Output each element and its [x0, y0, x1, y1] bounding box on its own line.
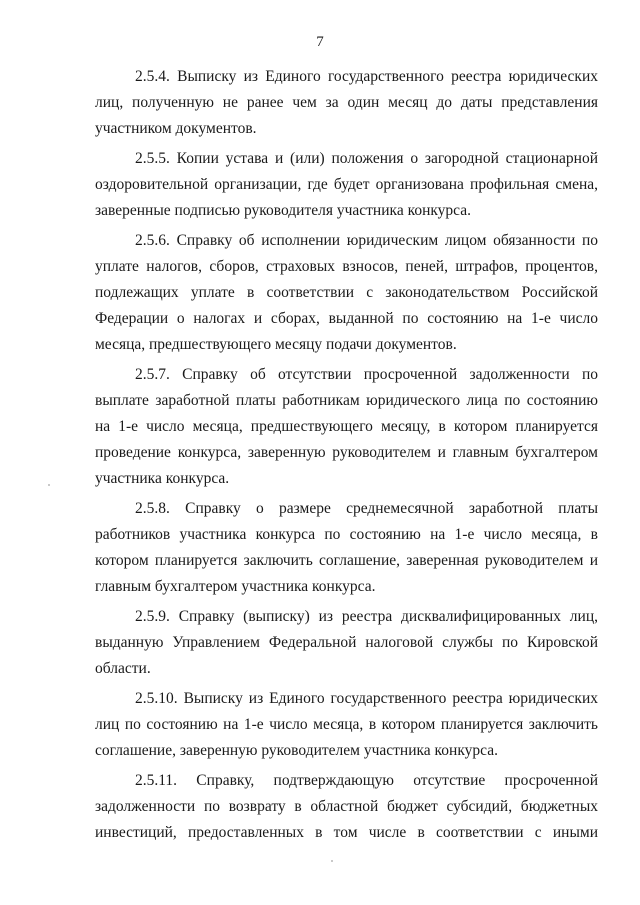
- paragraph-2-5-11: 2.5.11. Справку, подтверждающую отсутствие просроченной задолженности по возврату в областной бюджет субсидий, бюджетных инвестиций, предоставленных в том числе в соответствии с иными: [95, 772, 598, 841]
- scan-speck: [331, 860, 333, 862]
- paragraph-2-5-6: 2.5.6. Справку об исполнении юридическим лицом обязанности по уплате налогов, сборов, страховых взносов, пеней, штрафов, процентов, подлежащих уплате в соответствии с законодательством Российской Федерации о налогах и сборах, выданной по состоянию на 1-е число месяца, предшествующего месяцу подачи документов.: [95, 232, 598, 353]
- paragraph-2-5-4: 2.5.4. Выписку из Единого государственного реестра юридических лиц, полученную не ранее чем за один месяц до даты представления участником документов.: [95, 68, 598, 137]
- page-number: 7: [316, 34, 324, 50]
- paragraph-2-5-8: 2.5.8. Справку о размере среднемесячной заработной платы работников участника конкурса по состоянию на 1-е число месяца, в котором планируется заключить соглашение, заверенная руководителем и главным бухгалтером участника конкурса.: [95, 500, 598, 595]
- document-body: [95, 64, 598, 850]
- paragraph-2-5-5: 2.5.5. Копии устава и (или) положения о загородной стационарной оздоровительной организации, где будет организована профильная смена, заверенные подписью руководителя участника конкурса.: [95, 150, 598, 219]
- paragraph-2-5-7: 2.5.7. Справку об отсутствии просроченной задолженности по выплате заработной платы работникам юридического лица по состоянию на 1-е число месяца, предшествующего месяцу, в котором планируется проведение конкурса, заверенную руководителем и главным бухгалтером участника конкурса.: [95, 366, 598, 487]
- paragraph-2-5-10: 2.5.10. Выписку из Единого государственного реестра юридических лиц по состоянию на 1-е число месяца, в котором планируется заключить соглашение, заверенную руководителем участника конкурса.: [95, 690, 598, 759]
- paragraph-2-5-9: 2.5.9. Справку (выписку) из реестра дисквалифицированных лиц, выданную Управлением Федеральной налоговой службы по Кировской области.: [95, 608, 598, 677]
- scan-speck: [48, 484, 50, 486]
